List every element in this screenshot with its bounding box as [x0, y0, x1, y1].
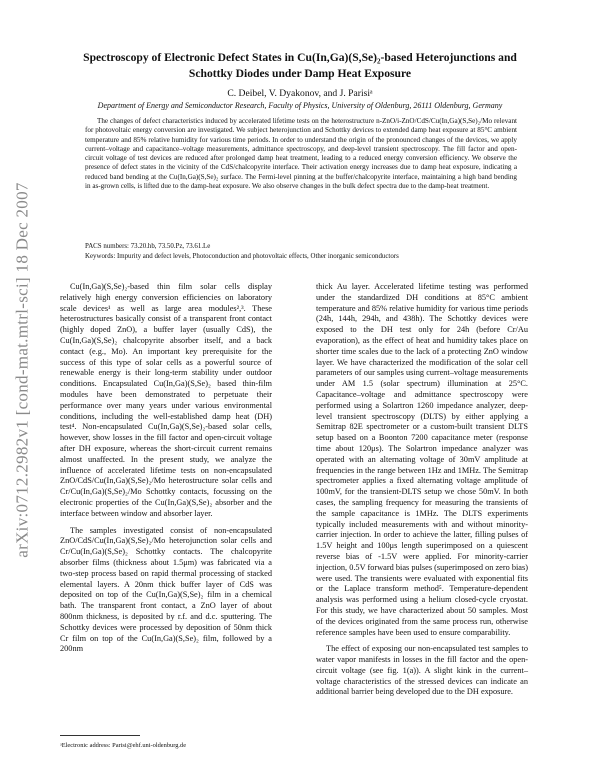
body-paragraph: The effect of exposing our non-encapsulated test samples to water vapor manifests in losses in the fill factor and the open-circuit voltage (see fig. 1(a)). A slight kink in the current–voltage characteristics of the stressed devices can indicate an additional barrier being developed due to the DH exposure.: [316, 644, 528, 697]
footnote-email: ᵃElectronic address: Parisi@ehf.uni-oldenburg.de: [60, 742, 187, 749]
affiliation: Department of Energy and Semiconductor Research, Faculty of Physics, University of Oldenburg, 26111 Oldenburg, Germany: [97, 101, 503, 110]
paper-title: Spectroscopy of Electronic Defect States in Cu(In,Ga)(S,Se)₂-based Heterojunctions and Schottky Diodes under Damp Heat Exposure: [83, 51, 517, 80]
pacs-numbers: PACS numbers: 73.20.hb, 73.50.Pz, 73.61.Le: [85, 243, 211, 250]
body-paragraph: Cu(In,Ga)(S,Se)₂-based thin film solar cells display relatively high energy conversion efficiencies on laboratory scale devices¹ as well as large area modules²,³. These heterostructures basically consist of a transparent front contact (highly doped ZnO), a buffer layer (usually CdS), the Cu(In,Ga)(S,Se)₂ chalcopyrite absorber itself, and a back contact (e.g., Mo). An important key prerequisite for the success of this type of solar cells as a powerful source of renewable energy is their long-term stability under outdoor conditions. Encapsulated Cu(In,Ga)(S,Se)₂ based thin-film modules have been demonstrated to perpetuate their performance over many years under various environmental conditions, including the well-established damp heat (DH) test⁴. Non-encapsulated Cu(In,Ga)(S,Se)₂-based solar cells, however, show losses in the fill factor and open-circuit voltage after DH exposure, whereas the short-circuit current remains almost unaffected. In the present study, we analyze the influence of accelerated lifetime tests on non-encapsulated ZnO/CdS/Cu(In,Ga)(S,Se)₂/Mo heterostructure solar cells and Cr/Cu(In,Ga)(S,Se)₂/Mo Schottky contacts, focussing on the electronic properties of the Cu(In,Ga)(S,Se)₂ absorber and the interface between window and absorber layer.: [60, 282, 272, 518]
body-paragraph: thick Au layer. Accelerated lifetime testing was performed under the standardized DH conditions at 85°C ambient temperature and 85% relative humidity for various time periods (24h, 144h, 294h, and 438h). The Schottky devices were exposed to the DH test only for 24h (before Cr/Au evaporation), as the effect of heat and humidity takes place on shorter time scales due to the lack of a protecting ZnO window layer. We have characterized the modification of the solar cell parameters of our samples using current–voltage measurements under AM 1.5 (solar spectrum) illumination at 25°C. Capacitance–voltage and admittance spectroscopy were performed using a Solartron 1260 impedance analyzer, deep-level transient spectroscopy (DLTS) by either applying a Semitrap 82E spectrometer or a custom-built transient DLTS setup based on a Boonton 7200 capacitance meter (response time about 120μs). The Solartron impedance analyzer was operated with an alternating voltage of 30mV amplitude at frequencies in the range between 1Hz and 1MHz. The Semitrap spectrometer applies a fixed alternating voltage amplitude of 100mV, for the transient-DLTS setup we chose 50mV. In both cases, the sampling frequency for measuring the transients of the sample capacitance is 1MHz. The DLTS experiments typically included measurements with and without minority-carrier injection. In order to achieve the latter, filling pulses of 1.5V height and 100μs length superimposed on a quiescent reverse bias of -1.5V were applied. For minority-carrier injection, 0.5V forward bias pulses (superimposed on zero bias) were used. The transients were evaluated with exponential fits or the Laplace transform method⁵. Temperature-dependent analysis was performed using a helium closed-cycle cryostat. For this study, we have characterized about 50 samples. Most of the devices originated from the same process run, otherwise reference samples have been used to ensure comparability.: [316, 282, 528, 637]
keywords: Keywords: Impurity and defect levels, Photoconduction and photovoltaic effects, Other inorganic semiconductors: [85, 253, 399, 260]
right-column: [316, 282, 528, 704]
abstract: The changes of defect characteristics induced by accelerated lifetime tests on the heterostructure n-ZnO/i-ZnO/CdS/Cu(In,Ga)(S,Se)₂/Mo relevant for photovoltaic energy conversion are investigated. We subject heterojunction and Schottky devices to extended damp heat exposure at 85°C ambient temperature and 85% relative humidity for various time periods. In order to understand the origin of the pronounced changes of the devices, we apply current–voltage and capacitance–voltage measurements, admittance spectroscopy, and deep-level transient spectroscopy. The fill factor and open-circuit voltage of test devices are reduced after prolonged damp heat treatment, leading to a reduced energy conversion efficiency. We observe the presence of defect states in the vicinity of the CdS/chalcopyrite interface. Their activation energy increases due to damp heat exposure, indicating a reduced band bending at the Cu(In,Ga)(S,Se)₂ surface. The Fermi-level pinning at the buffer/chalcopyrite interface, maintaining a high band bending in as-grown cells, is lifted due to the damp-heat exposure. We also observe changes in the bulk defect spectra due to the damp-heat treatment.: [85, 117, 517, 190]
author-list: C. Deibel, V. Dyakonov, and J. Parisiᵃ: [227, 88, 373, 99]
footnote-rule: [60, 735, 140, 736]
body-paragraph: The samples investigated consist of non-encapsulated ZnO/CdS/Cu(In,Ga)(S,Se)₂/Mo heterojunction solar cells and Cr/Cu(In,Ga)(S,Se)₂ Schottky contacts. The chalcopyrite absorber films (thickness about 1.5μm) was fabricated via a two-step process based on rapid thermal processing of stacked elemental layers. A 20nm thick buffer layer of CdS was deposited on top of the Cu(In,Ga)(S,Se)₂ film in a chemical bath. The transparent front contact, a ZnO layer of about 800nm thickness, is deposited by r.f. and d.c. sputtering. The Schottky devices were processed by deposition of 50nm thick Cr film on top of the Cu(In,Ga)(S,Se)₂ film, followed by a 200nm: [60, 525, 272, 654]
arxiv-stamp: [3, 150, 43, 590]
arxiv-identifier[interactable]: arXiv:0712.2982v1 [cond-mat.mtrl-sci] 18 Dec 2007: [13, 182, 32, 558]
left-column: [60, 282, 272, 661]
